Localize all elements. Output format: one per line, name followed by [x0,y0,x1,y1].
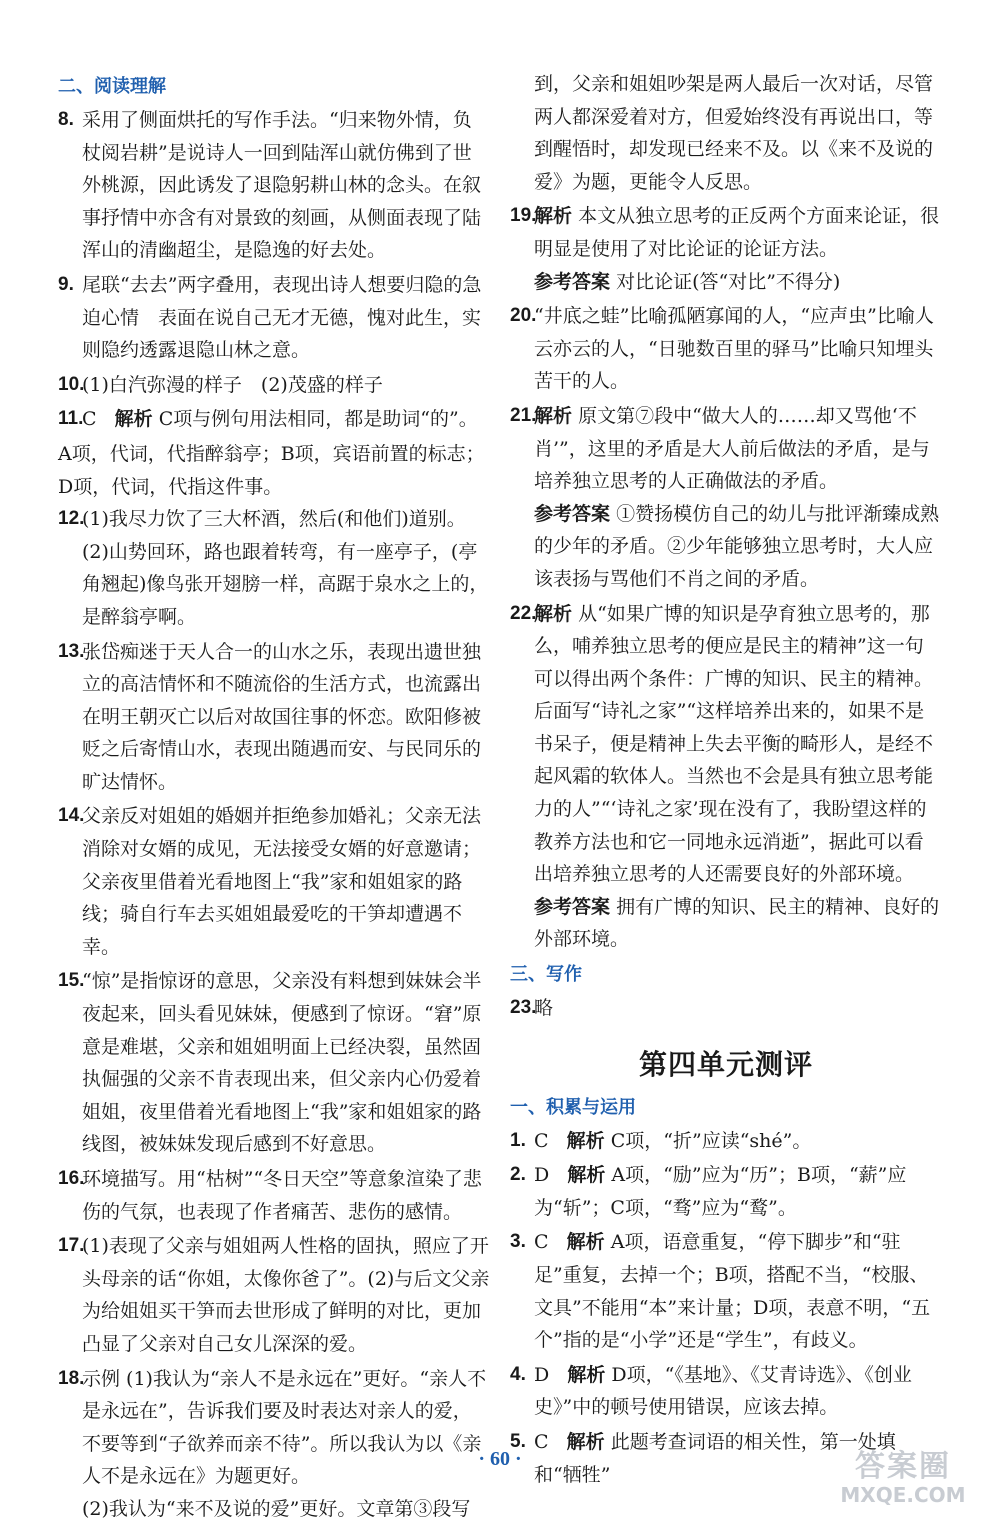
analysis-label: 解析 [567,1363,606,1386]
answer-item-15 [58,965,490,1161]
item-text [534,1125,942,1158]
answer-item-14 [58,800,490,963]
item-text [534,200,942,265]
item-number: 14. [58,805,85,827]
section-heading-accumulation: 一、积累与运用 [510,1096,636,1118]
item-number: 15. [58,970,85,992]
watermark-url: MXQE.COM [840,1483,966,1507]
item-text [534,1226,942,1356]
item-number: 4. [510,1363,526,1385]
analysis-text: C项，“折”应读“shé”。 [610,1129,812,1152]
reference-answer-text: 对比论证(答“对比”不得分) [616,270,841,293]
item-number: 13. [58,640,85,662]
item-number: 21. [510,404,537,426]
answer-choice: D [534,1363,550,1386]
item-number: 20. [510,305,537,327]
section-heading-reading: 二、阅读理解 [58,76,166,97]
analysis-text: D项，“《基地》、《艾青诗选》、《创业史》”中的顿号使用错误，应该去掉。 [534,1363,912,1419]
item-number: 17. [58,1235,85,1257]
item-11-continuation: A项，代词，代指醉翁亭；B项，宾语前置的标志；D项，代词，代指这件事。 [58,442,485,498]
item-number: 2. [510,1164,526,1186]
answer-item-3 [510,1226,942,1356]
item-text: 到，父亲和姐姐吵架是两人最后一次对话，尽管两人都深爱着对方，但爱始终没有再说出口，等到醒悟时，却发现已经来不及。以《来不及说的爱》为题，更能令人反思。 [534,73,934,193]
item-text: 采用了侧面烘托的写作手法。“归来物外情，负杖阅岩耕”是说诗人一回到陆浑山就仿佛到了世外桃源，因此诱发了退隐躬耕山林的念头。在叙事抒情中亦含有对景致的刻画，从侧面表现了陆浑山的清幽超尘，是隐逸的好去处。 [82,109,482,262]
answer-item-10 [58,369,490,402]
item-text: 尾联“去去”两字叠用，表现出诗人想要归隐的急迫心情 表面在说自己无才无德，愧对此生，实则隐约透露退隐山林之意。 [82,273,482,362]
item-text [534,1359,942,1424]
item-number: 12. [58,508,85,530]
analysis-label: 解析 [534,404,573,427]
right-column [510,68,942,1493]
answer-item-18-continued [510,68,942,198]
item-text [534,598,942,891]
answer-item-4 [510,1359,942,1424]
analysis-label: 解析 [567,1164,606,1187]
item-number: 3. [510,1231,526,1253]
item-number: 11. [58,408,84,430]
answer-item-1 [510,1125,942,1158]
answer-item-13 [58,636,490,799]
answer-item-23 [510,992,942,1025]
item-number: 18. [58,1367,85,1389]
item-number: 23. [510,997,537,1019]
item-text: 张岱痴迷于天人合一的山水之乐，表现出遗世独立的高洁情怀和不随流俗的生活方式，也流露出在明王朝灭亡以后对故国往事的怀恋。欧阳修被贬之后寄情山水，表现出随遇而安、与民同乐的旷达情怀。 [82,640,482,793]
item-text: (1)表现了父亲与姐姐两人性格的固执，照应了开头母亲的话“你姐，太像你爸了”。(2)与后文父亲为给姐姐买干笋而去世形成了鲜明的对比，更加凸显了父亲对自己女儿深深的爱。 [82,1235,490,1355]
unit-title: 第四单元测评 [638,1047,813,1081]
answer-item-2 [510,1159,942,1224]
reference-answer [534,891,942,956]
item-text: 略 [534,997,554,1020]
answer-item-18 [58,1363,490,1526]
reference-answer-text: ①赞扬模仿自己的幼儿与批评渐臻成熟的少年的矛盾。②少年能够独立思考时，大人应该表扬与骂他们不肖之间的矛盾。 [534,502,940,590]
item-number: 22. [510,602,537,624]
answer-item-20 [510,300,942,398]
analysis-text: A项，“励”应为“历”；B项，“薪”应为“斩”；C项，“骛”应为“鹜”。 [534,1164,907,1219]
site-watermark [828,1450,978,1510]
analysis-text: A项，语意重复，“停下脚步”和“驻足”重复，去掉一个；B项，搭配不当，“校服、文具”不能用“本”来计量；D项，表意不明，“五个”指的是“小学”还是“学生”，有歧义。 [534,1231,931,1352]
item-text-part-1: (1)我尽力饮了三大杯酒，然后(和他们)道别。 [82,508,466,531]
answer-choice: C [534,1129,549,1152]
answer-choice: C [82,408,97,431]
analysis-label: 解析 [534,205,573,228]
item-number: 16. [58,1168,85,1189]
item-text-part-2: (2)我认为“来不及说的爱”更好。文章第③段写 [82,1497,471,1520]
answer-item-11 [58,403,490,436]
item-text [534,1159,942,1224]
item-text: (1)白汽弥漫的样子 (2)茂盛的样子 [82,373,383,396]
item-text-part-2: (2)山势回环，路也跟着转弯，有一座亭子，(亭角翘起)像鸟张开翅膀一样，高踞于泉水之上的，是醉翁亭啊。 [82,540,489,628]
item-text-part-1: 示例 (1)我认为“亲人不是永远在”更好。“亲人不是永远在”，告诉我们要及时表达对亲人的爱，不要等到“子欲养而亲不待”。所以我认为以《亲人不是永远在》为题更好。 [82,1367,487,1488]
item-number: 1. [510,1129,526,1151]
answer-item-19 [510,200,942,298]
answer-item-22 [510,598,942,957]
answer-choice: D [534,1164,550,1187]
analysis-text: 此题考查词语的相关性，第一处填和“牺牲” [534,1430,896,1486]
analysis-label: 解析 [534,602,573,625]
item-text: “井底之蛙”比喻孤陋寡闻的人，“应声虫”比喻人云亦云的人，“日驰数百里的驿马”比喻只知埋头苦干的人。 [534,305,934,393]
item-number: 5. [510,1430,526,1452]
analysis-label: 解析 [566,1231,605,1254]
item-number: 8. [58,109,74,130]
answer-choice: C [534,1430,549,1453]
item-text [534,400,942,498]
analysis-label: 解析 [566,1129,605,1152]
answer-item-12 [58,503,490,633]
answer-item-8 [58,104,490,267]
answer-choice: C [534,1231,549,1254]
item-number: 10. [58,373,85,395]
item-text [82,403,490,436]
item-number: 9. [58,273,74,295]
analysis-label: 解析 [114,408,153,431]
page-number: · 60 · [478,1448,522,1470]
reference-answer-label: 参考答案 [534,895,611,918]
section-heading-writing: 三、写作 [510,964,582,986]
answer-item-17 [58,1230,490,1360]
reference-answer [534,498,942,596]
analysis-text: 从“如果广博的知识是孕育独立思考的，那么，哺养独立思考的便应是民主的精神”这一句可以得出两个条件：广博的知识、民主的精神。后面写“诗礼之家”“这样培养出来的，如果不是书呆子，便是精神上失去平衡的畸形人，是经不起风霜的软体人。当然也不会是具有独立思考能力的人”“‘诗礼之家’现在没有了，我盼望这样的教养方法也和它一同地永远消逝”，据此可以看出培养独立思考的人还需要良好的外部环境。 [534,602,934,886]
answer-item-21 [510,400,942,596]
analysis-text: 本文从独立思考的正反两个方面来论证，很明显是使用了对比论证的论证方法。 [534,205,940,260]
left-column [58,68,490,1528]
analysis-label: 解析 [566,1430,605,1453]
reference-answer-text: 拥有广博的知识、民主的精神、良好的外部环境。 [534,895,940,951]
analysis-text: 原文第⑦段中“做大人的……却又骂他‘不肖’”，这里的矛盾是大人前后做法的矛盾，是与培养独立思考的人正确做法的矛盾。 [534,404,930,493]
reference-answer [534,266,942,299]
analysis-text: C项与例句用法相同，都是助词“的”。 [158,408,478,431]
item-text: “惊”是指惊讶的意思，父亲没有料想到妹妹会半夜起来，回头看见妹妹，便感到了惊讶。“窘”原意是难堪，父亲和姐姐明面上已经决裂，虽然固执倔强的父亲不肯表现出来，但父亲内心仍爱着姐姐，夜里借着光看地图上“我”家和姐姐家的路线图，被妹妹发现后感到不好意思。 [82,970,482,1156]
item-text: 环境描写。用“枯树”“冬日天空”等意象渲染了悲伤的气氛，也表现了作者痛苦、悲伤的感情。 [82,1168,482,1223]
reference-answer-label: 参考答案 [534,270,611,293]
watermark-logo-text: 答案圈 [855,1449,951,1484]
answer-item-16 [58,1163,490,1228]
answer-item-9 [58,269,490,367]
item-number: 19. [510,205,537,227]
reference-answer-label: 参考答案 [534,502,611,525]
item-text: 父亲反对姐姐的婚姻并拒绝参加婚礼；父亲无法消除对女婿的成见，无法接受女婿的好意邀请；父亲夜里借着光看地图上“我”家和姐姐家的路线；骑自行车去买姐姐最爱吃的干笋却遭遇不幸。 [82,805,482,958]
